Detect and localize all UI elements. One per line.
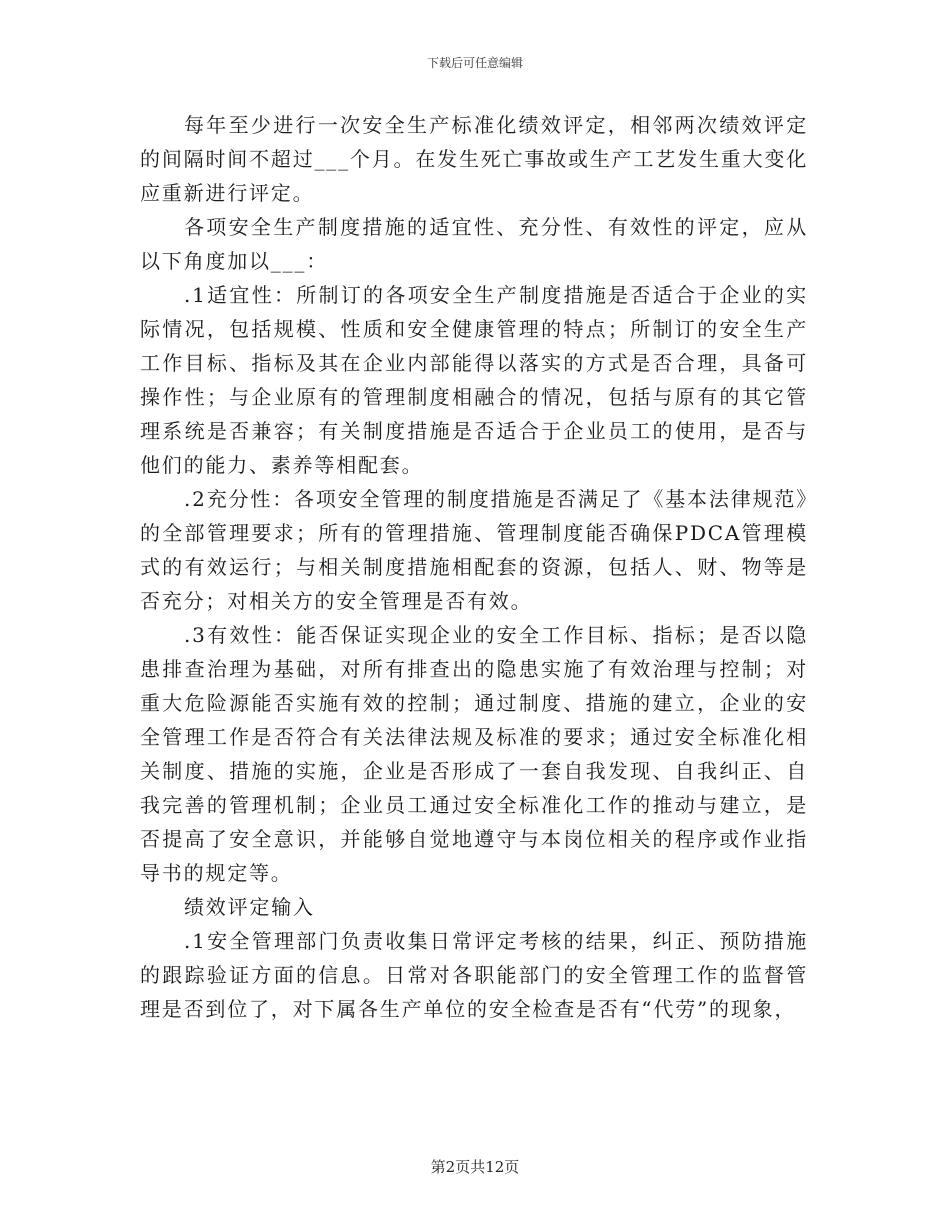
- paragraph-input-collection: .1安全管理部门负责收集日常评定考核的结果，纠正、预防措施的跟踪验证方面的信息。日常对各职能部门的安全管理工作的监督管理是否到位了，对下属各生产单位的安全检查是否有“代劳”的现象，: [140, 929, 808, 1021]
- paragraph-adequacy: .2充分性：各项安全管理的制度措施是否满足了《基本法律规范》的全部管理要求；所有的管理措施、管理制度能否确保PDCA管理模式的有效运行；与相关制度措施相配套的资源，包括人、财、物等是否充分；对相关方的安全管理是否有效。: [140, 487, 808, 613]
- paragraph-effectiveness: .3有效性：能否保证实现企业的安全工作目标、指标；是否以隐患排查治理为基础，对所有排查出的隐患实施了有效治理与控制；对重大危险源能否实施有效的控制；通过制度、措施的建立，企业的安全管理工作是否符合有关法律法规及标准的要求；通过安全标准化相关制度、措施的实施，企业是否形成了一套自我发现、自我纠正、自我完善的管理机制；企业员工通过安全标准化工作的推动与建立，是否提高了安全意识，并能够自觉地遵守与本岗位相关的程序或作业指导书的规定等。: [140, 623, 808, 885]
- paragraph-evaluation-criteria: 各项安全生产制度措施的适宜性、充分性、有效性的评定，应从以下角度加以___：: [140, 215, 808, 273]
- page-header: 下载后可任意编辑: [426, 56, 523, 70]
- page-footer: 第2页共12页: [430, 1158, 520, 1176]
- document-body: [140, 108, 808, 1026]
- paragraph-evaluation-frequency: 每年至少进行一次安全生产标准化绩效评定，相邻两次绩效评定的间隔时间不超过___个月。在发生死亡事故或生产工艺发生重大变化应重新进行评定。: [140, 113, 808, 205]
- section-heading-evaluation-input: 绩效评定输入: [184, 895, 315, 919]
- paragraph-suitability: .1适宜性：所制订的各项安全生产制度措施是否适合于企业的实际情况，包括规模、性质和安全健康管理的特点；所制订的安全生产工作目标、指标及其在企业内部能得以落实的方式是否合理，具备可操作性；与企业原有的管理制度相融合的情况，包括与原有的其它管理系统是否兼容；有关制度措施是否适合于企业员工的使用，是否与他们的能力、素养等相配套。: [140, 283, 808, 477]
